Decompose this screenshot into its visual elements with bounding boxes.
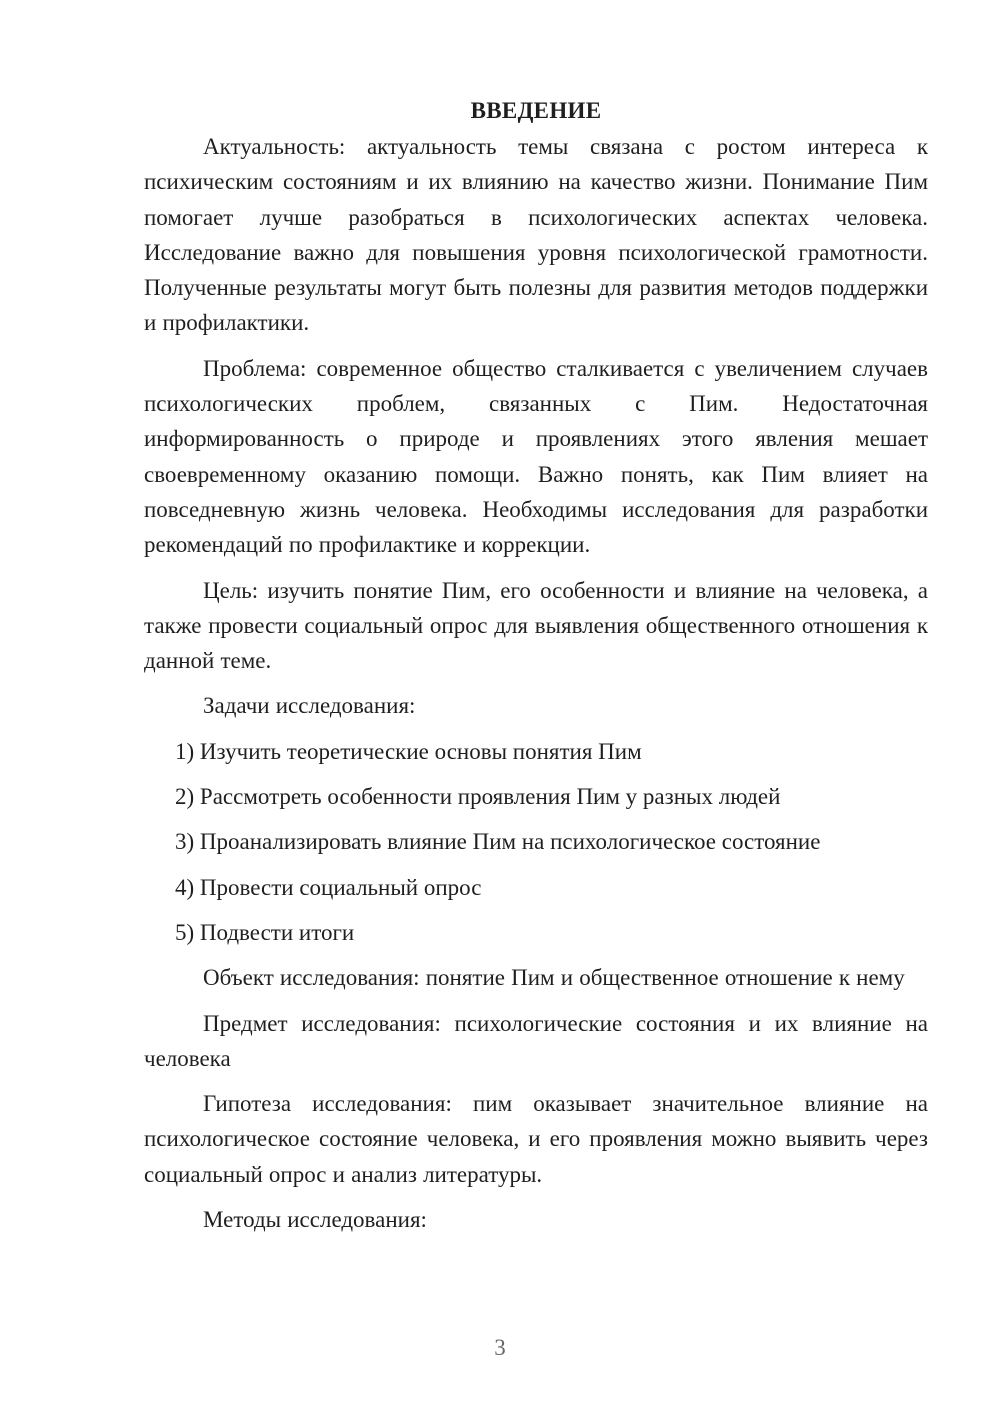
list-item: 5) Подвести итоги: [175, 919, 355, 945]
list-item: 3) Проанализировать влияние Пим на психологическое состояние: [175, 829, 821, 855]
page-title: ВВЕДЕНИЕ: [470, 98, 602, 123]
list-item: 1) Изучить теоретические основы понятия Пим: [175, 738, 642, 764]
page-number: 3: [494, 1335, 506, 1360]
tasks-heading: Задачи исследования:: [203, 693, 416, 719]
list-item: 4) Провести социальный опрос: [175, 874, 482, 900]
hypothesis-paragraph: Гипотеза исследования: пим оказывает значительное влияние на психологическое состояние человека, и его проявления можно выявить через социальный опрос и анализ литературы.: [144, 1091, 928, 1187]
subject-paragraph: Предмет исследования: психологические состояния и их влияние на человека: [144, 1010, 928, 1071]
tasks-list: [144, 734, 928, 950]
problem-paragraph: Проблема: современное общество сталкивается с увеличением случаев психологических проблем, связанных с Пим. Недостаточная информированность о природе и проявлениях этого явления мешает своевременному оказанию помощи. Важно понять, как Пим влияет на повседневную жизнь человека. Необходимы исследования для разработки рекомендаций по профилактике и коррекции.: [144, 355, 928, 558]
goal-paragraph: Цель: изучить понятие Пим, его особенности и влияние на человека, а также провести социальный опрос для выявления общественного отношения к данной теме.: [144, 577, 928, 674]
methods-heading: Методы исследования:: [203, 1207, 427, 1233]
list-item: 2) Рассмотреть особенности проявления Пим у разных людей: [175, 784, 781, 810]
object-paragraph: Объект исследования: понятие Пим и общественное отношение к нему: [203, 965, 905, 991]
page-content: [144, 93, 928, 1237]
relevance-paragraph: Актуальность: актуальность темы связана с ростом интереса к психическим состояниям и их влиянию на качество жизни. Понимание Пим помогает лучше разобраться в психологических аспектах человека. Исследование важно для повышения уровня психологической грамотности. Полученные результаты могут быть полезны для развития методов поддержки и профилактики.: [144, 134, 928, 336]
